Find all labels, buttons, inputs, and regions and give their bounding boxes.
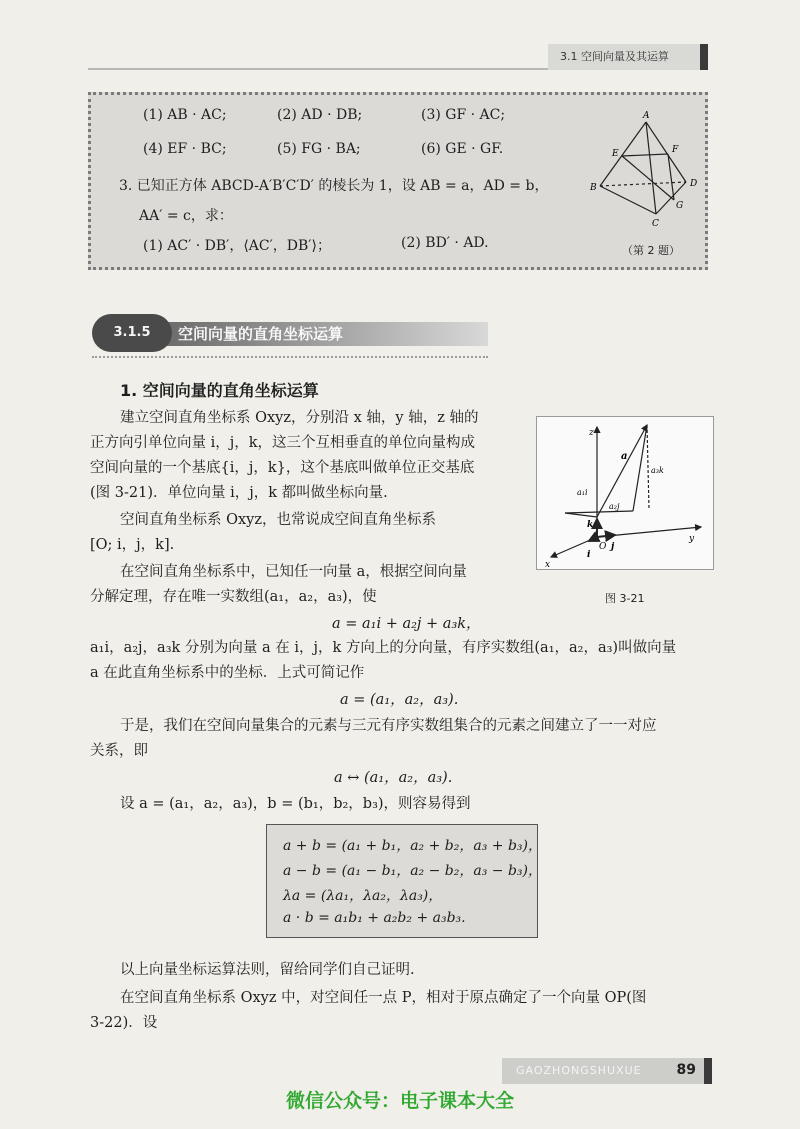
body-text-line: 关系，即 <box>90 743 148 759</box>
exercise-item: (3) GF · AC; <box>421 107 506 123</box>
equation: a = (a₁，a₂，a₃). <box>340 692 459 708</box>
body-text-line: 3-22)．设 <box>90 1015 158 1031</box>
vertex-label: G <box>676 201 684 211</box>
footer-text: GAOZHONGSHUXUE <box>516 1064 642 1077</box>
body-text-line: 分解定理，存在唯一实数组(a₁，a₂，a₃)，使 <box>90 589 377 605</box>
component-label: a₁i <box>577 488 588 497</box>
axis-label: z <box>589 428 594 438</box>
body-text-line: 建立空间直角坐标系 Oxyz，分别沿 x 轴，y 轴，z 轴的 <box>120 410 479 426</box>
rule-line: a − b = (a₁ − b₁，a₂ − b₂，a₃ − b₃)， <box>283 863 542 879</box>
vertex-label: F <box>672 145 679 155</box>
exercise-item: (1) AB · AC; <box>143 107 227 123</box>
vector-label: k <box>587 520 594 530</box>
vertex-label: E <box>612 149 619 159</box>
tetrahedron-figure <box>588 104 706 254</box>
vertex-label: C <box>652 219 659 229</box>
section-title: 空间向量的直角坐标运算 <box>162 322 488 346</box>
exercise-item: (2) AD · DB; <box>277 107 363 123</box>
rule-line: a · b = a₁b₁ + a₂b₂ + a₃b₃. <box>283 910 466 926</box>
vertex-label: D <box>690 179 698 189</box>
component-label: a₂j <box>609 502 620 511</box>
body-text-line: 正方向引单位向量 i，j，k，这三个互相垂直的单位向量构成 <box>90 435 476 451</box>
exercise-item: (1) AC′ · DB′，⟨AC′，DB′⟩； <box>143 238 331 254</box>
vector-label: i <box>587 550 591 560</box>
coordinate-rules-box <box>266 824 542 938</box>
vector-label: j <box>611 542 615 552</box>
section-number: 3.1.5 <box>92 314 172 352</box>
page-footer <box>502 1058 712 1084</box>
component-label: a₃k <box>651 466 664 475</box>
equation: a = a₁i + a₂j + a₃k， <box>332 616 481 632</box>
body-text-line: 空间直角坐标系 Oxyz，也常说成空间直角坐标系 <box>120 512 437 528</box>
exercise-item: (2) BD′ · AD. <box>401 235 489 251</box>
exercise-item: (5) FG · BA; <box>277 141 361 157</box>
watermark-text: 微信公众号：电子课本大全 <box>285 1090 514 1112</box>
vertex-label: A <box>643 111 650 121</box>
exercise-question-3: 3. 已知正方体 ABCD-A′B′C′D′ 的棱长为 1，设 AB = a，AD = b， <box>119 178 549 194</box>
axis-label: y <box>689 534 695 544</box>
body-text-line: 以上向量坐标运算法则，留给同学们自己证明. <box>120 962 415 978</box>
figure-caption: （第 2 题） <box>622 244 680 257</box>
axis-label: x <box>545 560 551 569</box>
exercise-item: (4) EF · BC; <box>143 141 227 157</box>
rule-line: a + b = (a₁ + b₁，a₂ + b₂，a₃ + b₃)， <box>283 838 542 854</box>
vector-label: a <box>621 451 628 462</box>
body-text-line: 在空间直角坐标系 Oxyz 中，对空间任一点 P，相对于原点确定了一个向量 OP(图 <box>120 990 647 1006</box>
body-text-line: a₁i，a₂j，a₃k 分别为向量 a 在 i，j，k 方向上的分向量，有序实数组(a₁，a₂，a₃)叫做向量 <box>90 640 677 656</box>
body-text-line: 设 a = (a₁，a₂，a₃)，b = (b₁，b₂，b₃)，则容易得到 <box>120 796 471 812</box>
subheading: 1. 空间向量的直角坐标运算 <box>120 381 319 400</box>
equation: a ↔ (a₁，a₂，a₃). <box>334 770 453 786</box>
body-text-line: [O; i，j，k]. <box>90 537 175 553</box>
body-text-line: 在空间直角坐标系中，已知任一向量 a，根据空间向量 <box>120 564 467 580</box>
coordinate-figure-3-21 <box>536 416 714 570</box>
section-divider <box>92 356 488 358</box>
body-text-line: 于是，我们在空间向量集合的元素与三元有序实数组集合的元素之间建立了一一对应 <box>120 718 657 734</box>
exercise-question-3-cont: AA′ = c，求： <box>139 208 233 224</box>
body-text-line: a 在此直角坐标系中的坐标．上式可简记作 <box>90 665 365 681</box>
origin-label: O <box>599 542 607 552</box>
figure-caption: 图 3-21 <box>605 592 645 605</box>
running-header: 3.1 空间向量及其运算 <box>548 44 708 70</box>
rule-line: λa = (λa₁，λa₂，λa₃)， <box>283 888 443 904</box>
body-text-line: (图 3-21)．单位向量 i，j，k 都叫做坐标向量. <box>90 485 388 501</box>
exercise-item: (6) GE · GF. <box>421 141 504 157</box>
vertex-label: B <box>590 183 597 193</box>
body-text-line: 空间向量的一个基底{i，j，k}，这个基底叫做单位正交基底 <box>90 460 475 476</box>
section-heading <box>92 314 488 352</box>
page-number: 89 <box>676 1062 696 1078</box>
